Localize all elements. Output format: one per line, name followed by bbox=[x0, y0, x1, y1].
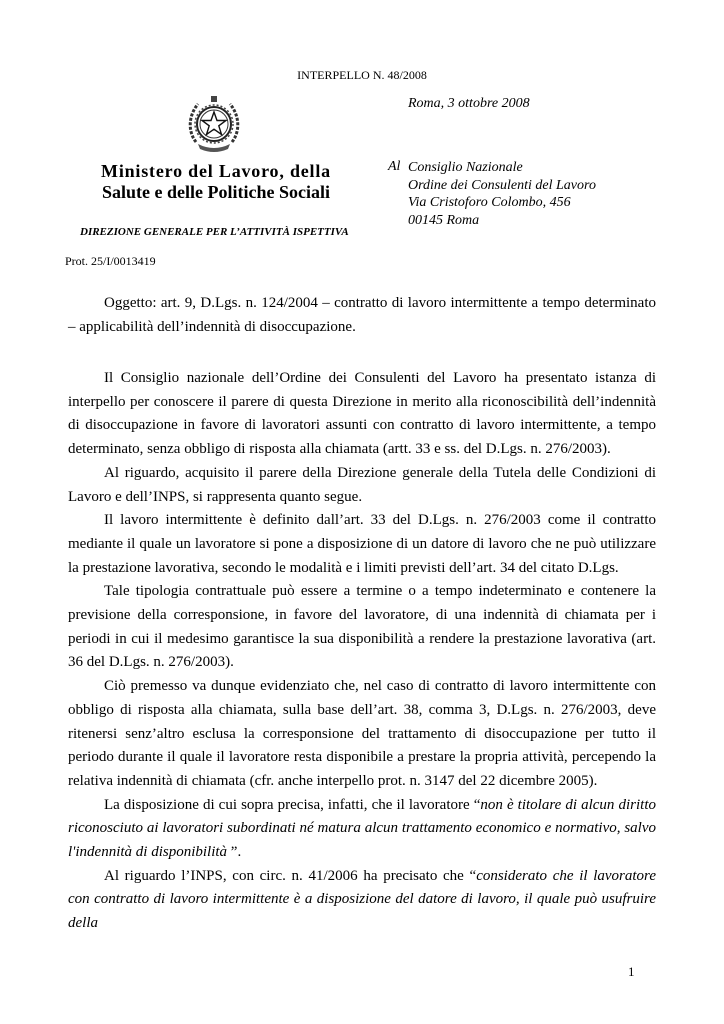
body-paragraph: Il lavoro intermittente è definito dall’art. 33 del D.Lgs. n. 276/2003 come il contratto mediante il quale un lavoratore si pone a disposizione di un datore di lavoro che ne può utilizzare la prestazione lavorativa, secondo le modalità e i limiti previsti dell’art. 34 del citato D.Lgs. bbox=[68, 512, 656, 576]
recipient-line: Via Cristoforo Colombo, 456 bbox=[408, 195, 571, 210]
protocol-number: Prot. 25/I/0013419 bbox=[65, 254, 156, 268]
recipient-line: Consiglio Nazionale bbox=[408, 160, 523, 175]
body-paragraph: Il Consiglio nazionale dell’Ordine dei Consulenti del Lavoro ha presentato istanza di interpello per conoscere il parere di questa Direzione in merito alla riconoscibilità dell’indennità di disoccupazione in favore di lavoratori assunti con contratto di lavoro intermittente, a tempo determinato, senza obbligo di risposta alla chiamata (artt. 33 e ss. del D.Lgs. n. 276/2003). bbox=[68, 370, 656, 458]
direzione-generale: DIREZIONE GENERALE PER L’ATTIVITÀ ISPETTIVA bbox=[80, 226, 349, 238]
letter-body bbox=[68, 367, 656, 936]
recipient-prefix: Al bbox=[388, 159, 401, 174]
ministry-name bbox=[66, 161, 366, 203]
ministry-line-1: Ministero del Lavoro, della bbox=[101, 161, 331, 181]
subject-paragraph bbox=[68, 292, 656, 339]
quote-text: considerato che il lavoratore con contratto di lavoro intermittente è a disposizione del datore di lavoro, il quale può usufruire della bbox=[68, 867, 656, 932]
body-paragraph-quote bbox=[68, 794, 656, 865]
place-date: Roma, 3 ottobre 2008 bbox=[408, 96, 530, 111]
quote-text: non è titolare di alcun diritto riconosciuto ai lavoratori subordinati né matura alcun trattamento economico e normativo, salvo l'indennità di disponibilità bbox=[68, 796, 656, 861]
ministry-line-2: Salute e delle Politiche Sociali bbox=[102, 182, 330, 202]
body-paragraph: Ciò premesso va dunque evidenziato che, nel caso di contratto di lavoro intermittente con obbligo di risposta alla chiamata, sulla base dell’art. 38, comma 3, D.Lgs. n. 276/2003, deve ritenersi senz’altro esclusa la corresponsione del trattamento di disoccupazione per tutto il periodo durante il quale il lavoratore resta disponibile a prestare la propria attività, percependo la relativa indennità di chiamata (cfr. anche interpello prot. n. 3147 del 22 dicembre 2005). bbox=[68, 678, 656, 789]
page-number: 1 bbox=[628, 964, 635, 979]
body-paragraph: Al riguardo, acquisito il parere della Direzione generale della Tutela delle Condizioni di Lavoro e dell’INPS, si rappresenta quanto segue. bbox=[68, 464, 656, 505]
quote-intro: Al riguardo l’INPS, con circ. n. 41/2006 ha precisato che “ bbox=[104, 867, 477, 884]
body-paragraph: Tale tipologia contrattuale può essere a termine o a tempo indeterminato e contenere la previsione della corresponsione, in favore del lavoratore, di una indennità di chiamata per i periodi in cui il medesimo garantisce la sua disponibilità a rendere la prestazione lavorativa (art. 36 del D.Lgs. n. 276/2003). bbox=[68, 583, 656, 671]
body-paragraph-quote bbox=[68, 865, 656, 936]
quote-intro: La disposizione di cui sopra precisa, infatti, che il lavoratore “ bbox=[104, 796, 481, 813]
recipient-line: 00145 Roma bbox=[408, 212, 480, 228]
interpello-number: INTERPELLO N. 48/2008 bbox=[297, 68, 427, 82]
quote-close: ”. bbox=[227, 844, 242, 861]
recipient-line: Ordine dei Consulenti del Lavoro bbox=[408, 177, 596, 193]
italian-republic-emblem-icon bbox=[184, 94, 244, 156]
recipient-address bbox=[408, 159, 596, 229]
subject-text: Oggetto: art. 9, D.Lgs. n. 124/2004 – contratto di lavoro intermittente a tempo determinato – applicabilità dell’indennità di disoccupazione. bbox=[68, 295, 656, 335]
